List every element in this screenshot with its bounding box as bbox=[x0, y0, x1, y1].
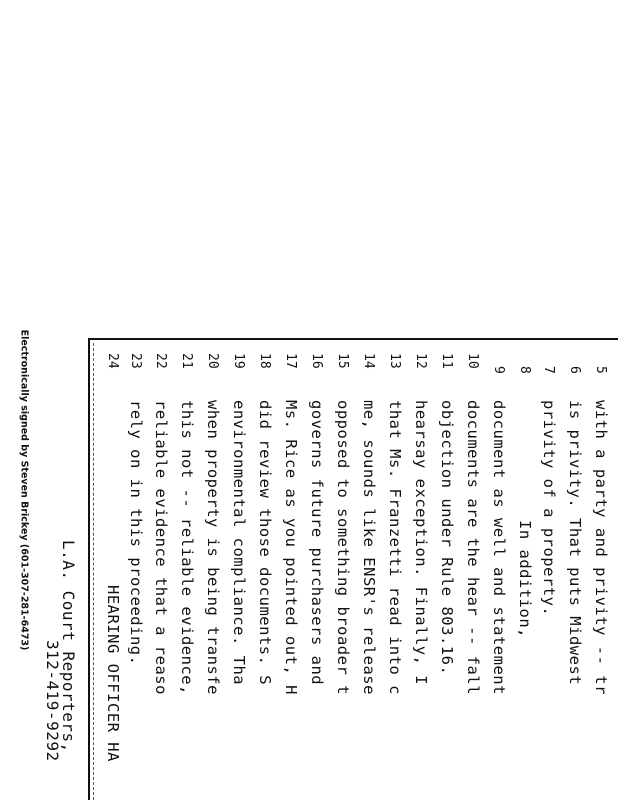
line-number: 21 bbox=[179, 353, 194, 369]
line-number: 8 bbox=[517, 366, 532, 374]
transcript-line: document as well and statement bbox=[490, 400, 508, 695]
transcript-line: did review those documents. S bbox=[256, 400, 274, 686]
transcript-line: HEARING OFFICER HA bbox=[104, 585, 122, 762]
transcript-top-border bbox=[88, 338, 618, 340]
footer-phone: 312-419-9292 bbox=[43, 640, 62, 762]
transcript-line: Ms. Rice as you pointed out, H bbox=[282, 400, 300, 695]
transcript-line: hearsay exception. Finally, I bbox=[412, 400, 430, 686]
transcript-line: this not -- reliable evidence, bbox=[178, 400, 196, 695]
line-number: 13 bbox=[387, 353, 402, 369]
line-number: 14 bbox=[361, 353, 376, 369]
transcript-line: me, sounds like ENSR's release bbox=[360, 400, 378, 695]
transcript-line: documents are the hear -- fall bbox=[464, 400, 482, 695]
signature-text: Electronically signed by Steven Brickey (601-307-281-6473) bbox=[18, 329, 30, 651]
transcript-line: governs future purchasers and bbox=[308, 400, 326, 686]
transcript-line: opposed to something broader t bbox=[334, 400, 352, 695]
transcript-dashed-rule bbox=[93, 343, 94, 800]
transcript-line: In addition, bbox=[516, 520, 534, 638]
line-number: 22 bbox=[153, 353, 168, 369]
line-number: 23 bbox=[128, 353, 143, 369]
line-number: 17 bbox=[283, 353, 298, 369]
transcript-line: rely on in this proceeding. bbox=[127, 400, 145, 666]
transcript-line: when property is being transfe bbox=[204, 400, 222, 695]
transcript-line: environmental compliance. Tha bbox=[230, 400, 248, 686]
transcript-left-border bbox=[88, 338, 90, 800]
footer-reporter: L.A. Court Reporters, bbox=[59, 540, 78, 753]
line-number: 18 bbox=[257, 353, 272, 369]
line-number: 10 bbox=[465, 353, 480, 369]
transcript-line: reliable evidence that a reaso bbox=[152, 400, 170, 695]
transcript-line: privity of a property. bbox=[540, 400, 558, 617]
line-number: 12 bbox=[413, 353, 428, 369]
line-number: 16 bbox=[309, 353, 324, 369]
transcript-line: with a party and privity -- tr bbox=[592, 400, 610, 695]
line-number: 20 bbox=[205, 353, 220, 369]
line-number: 15 bbox=[335, 353, 350, 369]
line-number: 11 bbox=[439, 353, 454, 369]
transcript-line: is privity. That puts Midwest bbox=[566, 400, 584, 686]
line-number: 19 bbox=[231, 353, 246, 369]
line-number: 9 bbox=[491, 366, 506, 374]
transcript-line: objection under Rule 803.16. bbox=[438, 400, 456, 676]
line-number: 5 bbox=[593, 366, 608, 374]
line-number: 7 bbox=[541, 366, 556, 374]
line-number: 24 bbox=[105, 353, 120, 369]
transcript-line: that Ms. Franzetti read into c bbox=[386, 400, 404, 695]
line-number: 6 bbox=[567, 366, 582, 374]
